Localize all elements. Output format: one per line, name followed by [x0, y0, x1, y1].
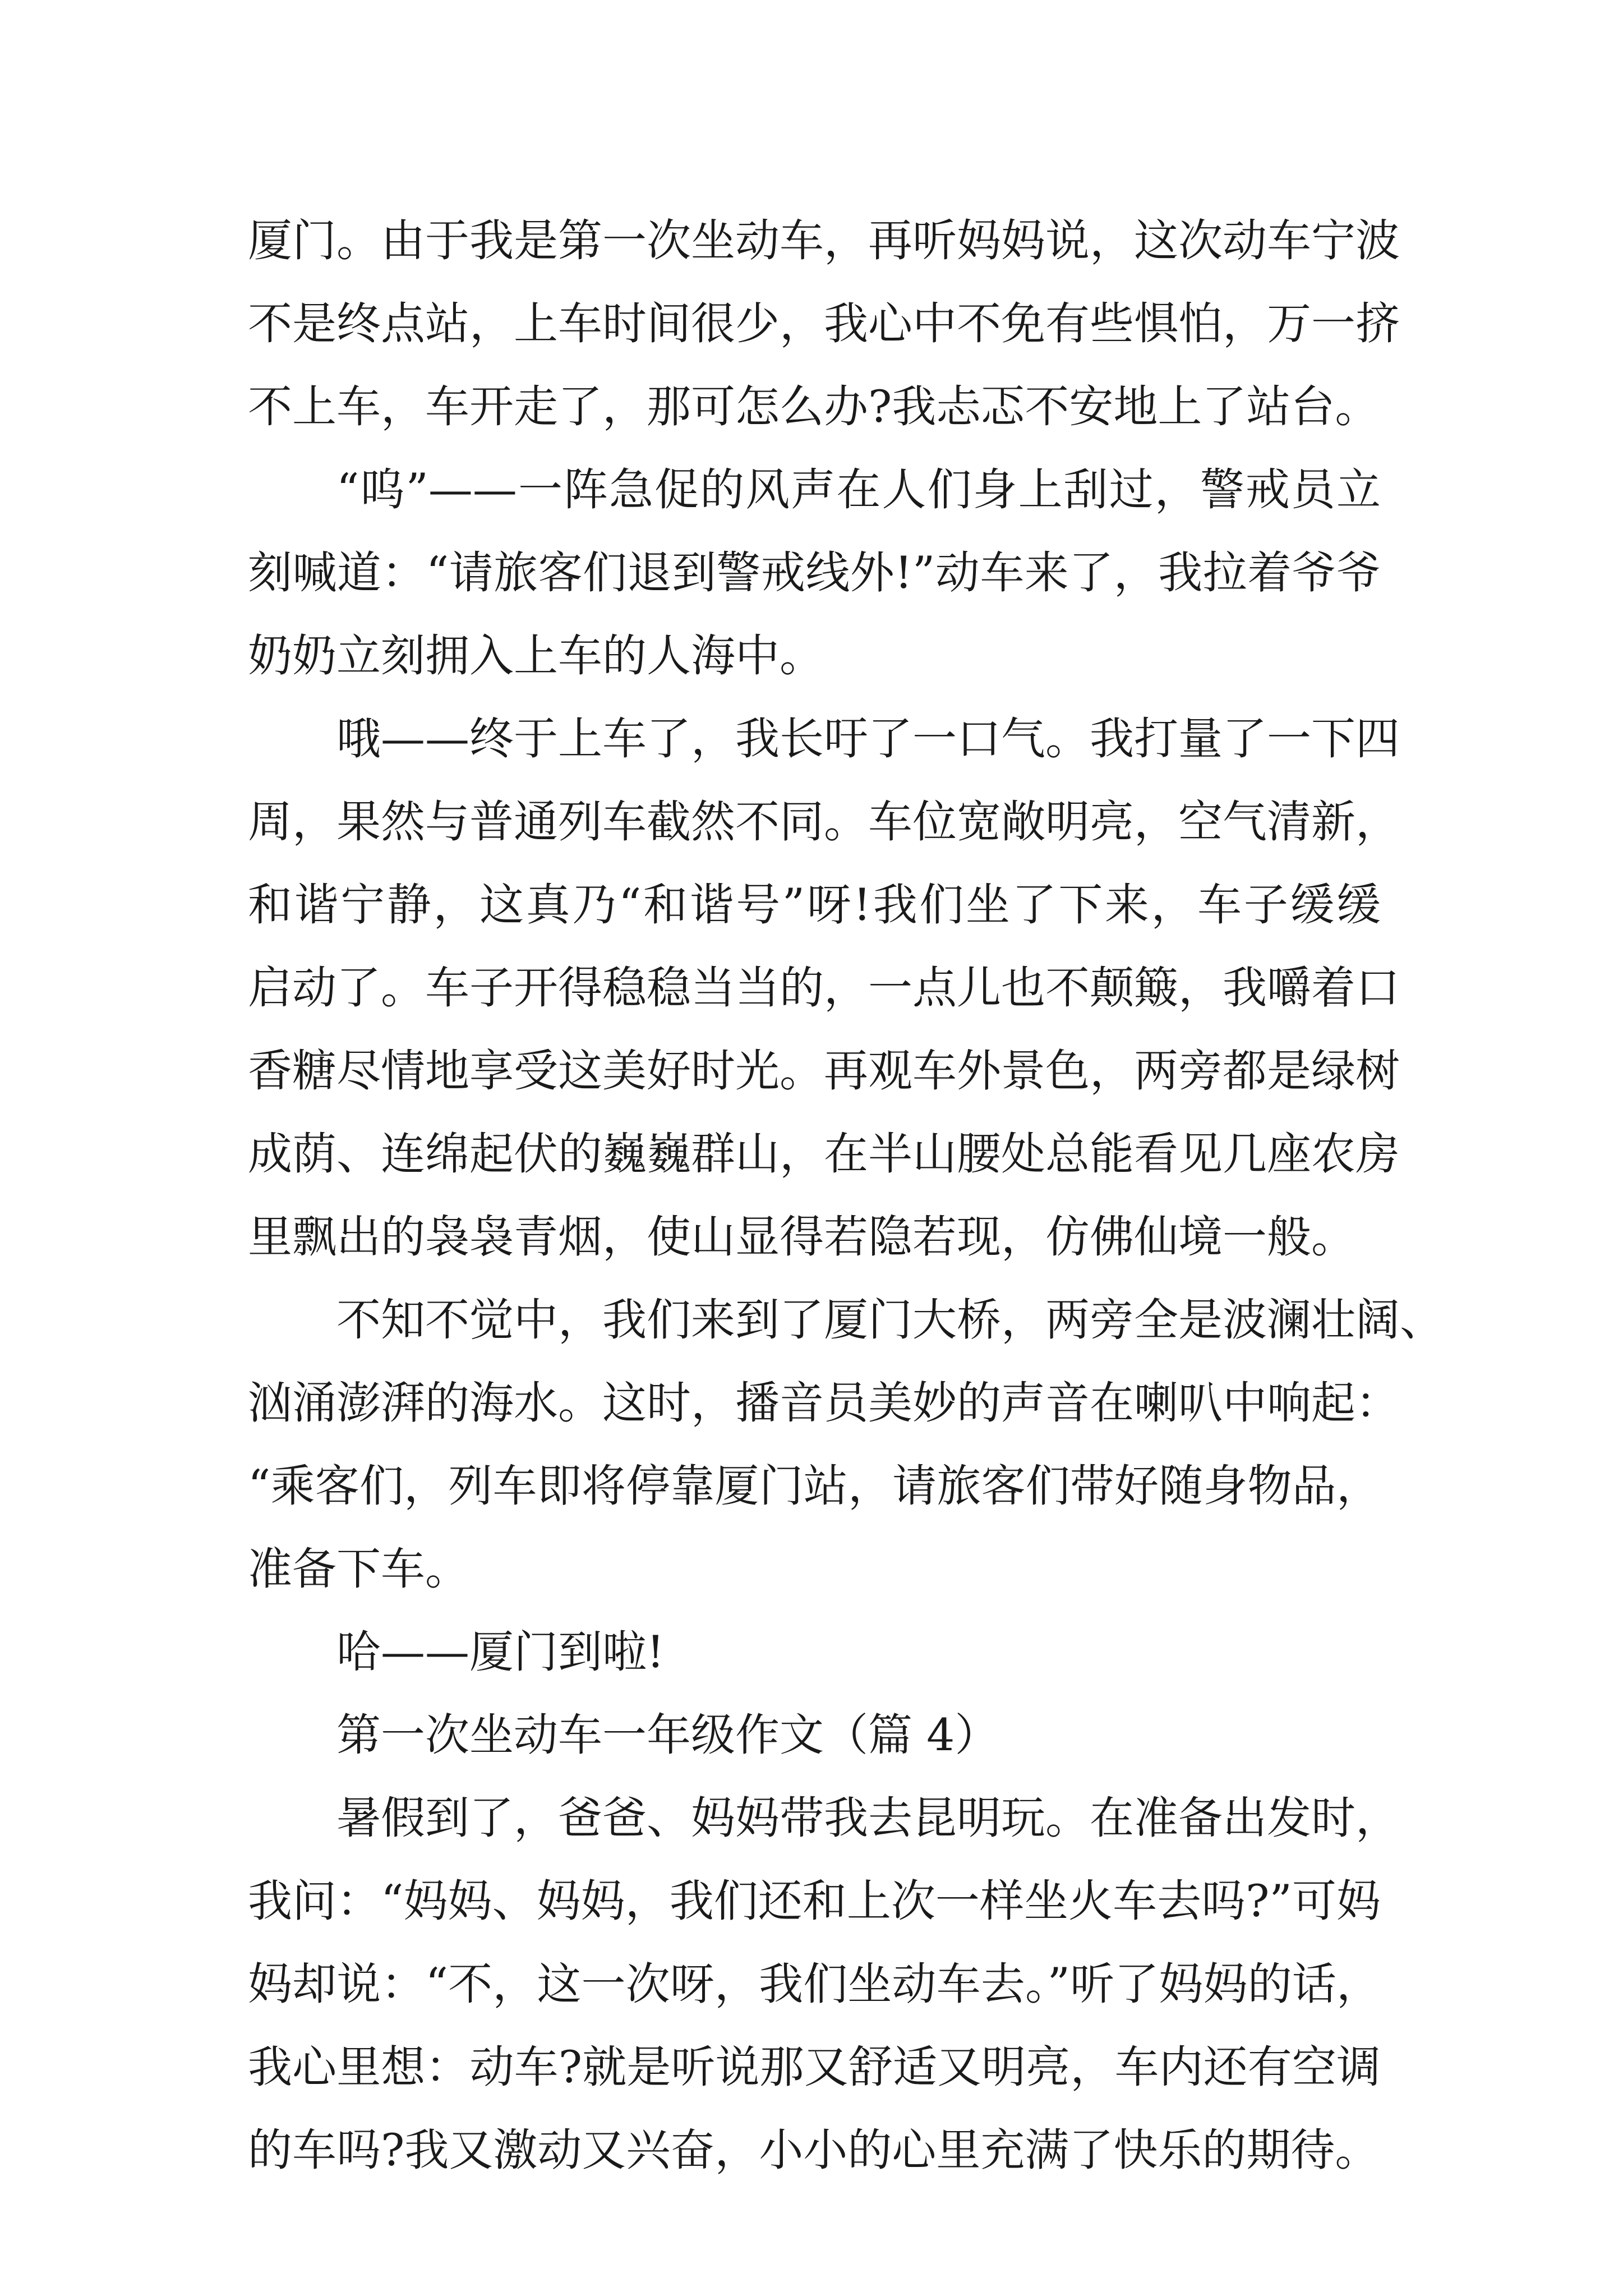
text-line: 我心里想：动车?就是听说那又舒适又明亮，车内还有空调 [248, 2041, 1381, 2093]
text-line: 暑假到了，爸爸、妈妈带我去昆明玩。在准备出发时， [336, 1792, 1400, 1844]
text-line: 不知不觉中，我们来到了厦门大桥，两旁全是波澜壮阔、 [336, 1294, 1444, 1346]
text-line: 奶奶立刻拥入上车的人海中。 [248, 630, 824, 682]
text-line: 不上车，车开走了，那可怎么办?我忐忑不安地上了站台。 [248, 381, 1380, 432]
text-line: 成荫、连绵起伏的巍巍群山，在半山腰处总能看见几座农房 [248, 1128, 1400, 1180]
text-line: “乘客们，列车即将停靠厦门站，请旅客们带好随身物品， [248, 1460, 1381, 1512]
text-line: 刻喊道：“请旅客们退到警戒线外!”动车来了，我拉着爷爷 [248, 547, 1381, 599]
text-line: 周，果然与普通列车截然不同。车位宽敞明亮，空气清新， [248, 796, 1400, 848]
text-line: 和谐宁静，这真乃“和谐号”呀!我们坐了下来，车子缓缓 [248, 879, 1381, 931]
text-line: 厦门。由于我是第一次坐动车，再听妈妈说，这次动车宁波 [248, 215, 1400, 266]
text-line: 准备下车。 [248, 1543, 469, 1595]
text-line: 启动了。车子开得稳稳当当的，一点儿也不颠簸，我嚼着口 [248, 962, 1400, 1014]
text-line: 汹涌澎湃的海水。这时，播音员美妙的声音在喇叭中响起： [248, 1377, 1400, 1429]
text-line: 妈却说：“不，这一次呀，我们坐动车去。”听了妈妈的话， [248, 1958, 1381, 2010]
text-line: 哈——厦门到啦! [336, 1626, 665, 1678]
text-line: 不是终点站，上车时间很少，我心中不免有些惧怕，万一挤 [248, 298, 1400, 349]
text-line: 里飘出的袅袅青烟，使山显得若隐若现，仿佛仙境一般。 [248, 1211, 1355, 1263]
text-line: “呜”——一阵急促的风声在人们身上刮过，警戒员立 [336, 464, 1381, 516]
section-heading: 第一次坐动车一年级作文（篇 4） [336, 1709, 999, 1761]
essay-body [248, 199, 1444, 2192]
text-line: 的车吗?我又激动又兴奋，小小的心里充满了快乐的期待。 [248, 2124, 1380, 2176]
text-line: 香糖尽情地享受这美好时光。再观车外景色，两旁都是绿树 [248, 1045, 1400, 1097]
text-line: 我问：“妈妈、妈妈，我们还和上次一样坐火车去吗?”可妈 [248, 1875, 1381, 1927]
text-line: 哦——终于上车了，我长吁了一口气。我打量了一下四 [336, 713, 1400, 765]
